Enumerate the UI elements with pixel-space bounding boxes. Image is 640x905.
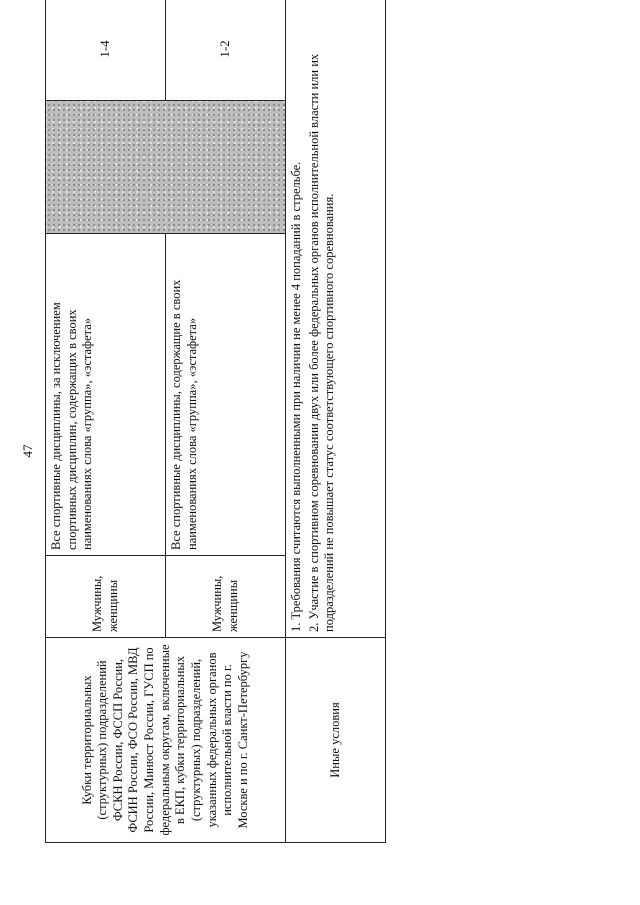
shaded-cell — [46, 101, 286, 234]
requirements-table — [45, 0, 386, 843]
sex-cell: Мужчины, женщины — [166, 556, 286, 638]
other-conditions-text — [286, 0, 386, 638]
condition-item: 1. Требования считаются выполненными при наличии не менее 4 попаданий в стрельбе. — [289, 161, 303, 632]
places-cell: 1-4 — [46, 0, 166, 101]
table-row — [46, 0, 166, 843]
disciplines-cell: Все спортивные дисциплины, за исключением спортивных дисциплин, содержащих в своих наименованиях слова «группа», «эстафета» — [46, 234, 166, 556]
requirements-table-container — [45, 0, 385, 843]
condition-item: 2. Участие в спортивном соревновании двух или более федеральных органов исполнительной власти или их подразделений не повышает статус соответствующего спортивного соревнования. — [306, 53, 337, 632]
organization-cell: Кубки территориальных (структурных) подразделений ФСКН России, ФССП России, ФСИН России, ФСО России, МВД России, Минюст России, ГУСП по федеральным округам, включенные в ЕКП, кубки территориальных (структурных) подразделений, указанных федеральных органов исполнительной власти по г. Москве и по г. Санкт-Петербургу — [46, 638, 286, 843]
places-cell: 1-2 — [166, 0, 286, 101]
page-number: 47 — [20, 444, 35, 458]
table-row — [286, 0, 386, 843]
disciplines-cell: Все спортивные дисциплины, содержащие в своих наименованиях слова «группа», «эстафета» — [166, 234, 286, 556]
other-conditions-label: Иные условия — [286, 638, 386, 843]
sex-cell: Мужчины, женщины — [46, 556, 166, 638]
